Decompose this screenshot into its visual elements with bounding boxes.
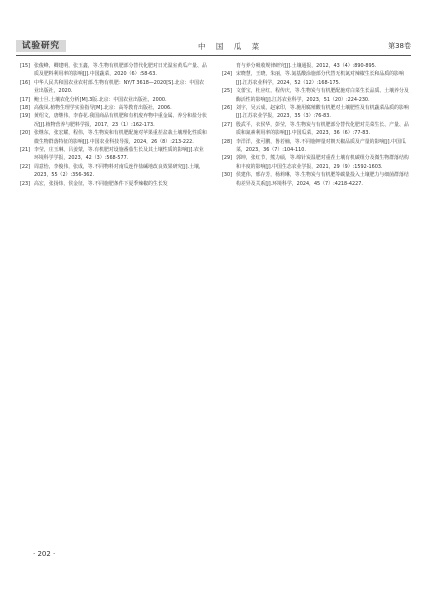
reference-item [222,121,410,138]
reference-item [222,154,410,171]
reference-text: 张俊峰，卿建明，张玉鑫，等.生物有机肥部分替代化肥对日光温室黄瓜产量、品质及肥料利用率的影响[J].中国蔬菜，2020（6）:58-63. [34,63,207,78]
reference-item [20,112,208,129]
reference-item [20,163,208,180]
reference-number: [17] [20,96,31,103]
header-rule [16,55,411,56]
reference-item [222,70,410,87]
reference-item [20,104,208,112]
reference-number: [30] [222,172,233,179]
reference-item [20,146,208,163]
reference-text: 刘宇，吴云成，赵家印，等.施用腐殖酸有机肥对土壤肥性及有机蔬菜品质的影响[J].江苏农业学报，2023，35（3）:76-83. [236,105,409,120]
volume-label: 第38卷 [388,42,411,50]
reference-text: 高俊凤.植物生理学实验指导[M].北京：高等教育出版社，2006. [34,105,172,112]
reference-number: [20] [20,130,31,137]
references-right-column [222,62,410,188]
reference-number: [27] [222,121,233,128]
reference-item [20,129,208,146]
reference-number: [25] [222,88,233,95]
references-left-column [20,62,208,188]
reference-text: 周意怡，李俊伟，张成，等.不同物料对南瓜连作盐碱地改良效果研究[J].土壤，2023，55（2）:356-362. [34,163,204,179]
reference-item [222,138,410,155]
reference-item [20,96,208,104]
reference-text: 侯建伟，邢存芳，杨莉琳，等.生物炭与有机肥等碳量投入土壤肥力与细菌群落结构差异及关系[J].环境科学，2024，45（7）:4218-4227. [236,172,409,187]
reference-number: [16] [20,79,31,86]
reference-number: [19] [20,113,31,120]
reference-item [20,62,208,79]
reference-number: [15] [20,63,31,69]
reference-text: 黄绍文，唐继伟，李春花.我国商品有机肥和有机废弃物中重金属、养分和盐分状况[J].植物营养与肥料学报，2017，23（1）:162-173. [34,113,207,128]
reference-number: [24] [222,71,233,78]
reference-text: 张继东，张宏耀，程伟，等.生物炭和有机肥配施对苹果重茬盆栽土壤理化性质和微生物群落特征的影响[J].中国农业科技导报，2024，26（8）:213-222. [34,130,207,145]
reference-text: 李莹，庄玉琳，吕姜蒙，等.有机肥对设施番茄生长及其土壤性质的影响[J].农业环境科学学报，2023，42（3）:568-577. [34,147,204,162]
page-number: · 202 · [33,550,56,558]
reference-item [20,79,208,96]
reference-number: [26] [222,105,233,112]
reference-number: [28] [222,138,233,145]
reference-item-continued [222,62,410,70]
reference-number: [21] [20,147,31,154]
page-header [16,40,411,54]
reference-text: 郭坤，张红节，熊力硕，等.绵针炭温肥对重茬土壤有机碳组分及微生物群落结构和丰度的影响[J].中国生态农业学报，2021，29（9）:1592-1603. [236,155,409,170]
reference-text: 文蕾宝，杜应红，程传庆，等.生物炭与有机肥配施对白菜生长品质、土壤养分及酶活性的影响[J].江苏农业科学，2023，51（20）:224-230. [236,88,409,103]
reference-item [222,87,410,104]
reference-text: 中华人民共和国农业农村部.生物有机肥：NY/T 3618—2020[S].北京：中国农业出版社，2020. [34,79,205,95]
reference-text: 宋晓慧，王晓，朱丽，等.氮基酸涂施部分代替无机氮对辣椒生长和品质的影响[J].江苏农业科学，2024，52（12）:168-175. [236,71,404,86]
reference-item [222,171,410,188]
reference-number: [18] [20,105,31,112]
reference-text: 殷武平，衣侯华，彭莹，等.生物炭与有机肥部分替代化肥对芫菜生长、产量、品质和氮素利用率的影响[J].中国瓜菜，2023，36（6）:77-83. [236,121,409,137]
reference-text: 高宏，张扬炜，侯金征，等.不同施肥条件下夏季辣椒的生长发 [34,180,168,187]
reference-number: [29] [222,155,233,162]
reference-number: [23] [20,180,31,187]
journal-title: 中 国 瓜 菜 [198,42,264,51]
reference-text: 李洋洋，张可鹏，鲁若楠，等.不同施钾量对朝天椒品质及产量的影响[J].中国瓜菜，2023，36（7）:104-110. [236,138,406,154]
reference-item [222,104,410,121]
section-tag: 试验研究 [16,40,66,52]
reference-text: 鲍士旦.土壤农化分析[M].3版.北京：中国农业出版社，2000. [34,96,167,103]
reference-number: [22] [20,163,31,170]
reference-item [20,180,208,188]
reference-text: 育与养分吸收规律研究[J].土壤通报，2012，43（4）:890-895. [236,63,377,69]
